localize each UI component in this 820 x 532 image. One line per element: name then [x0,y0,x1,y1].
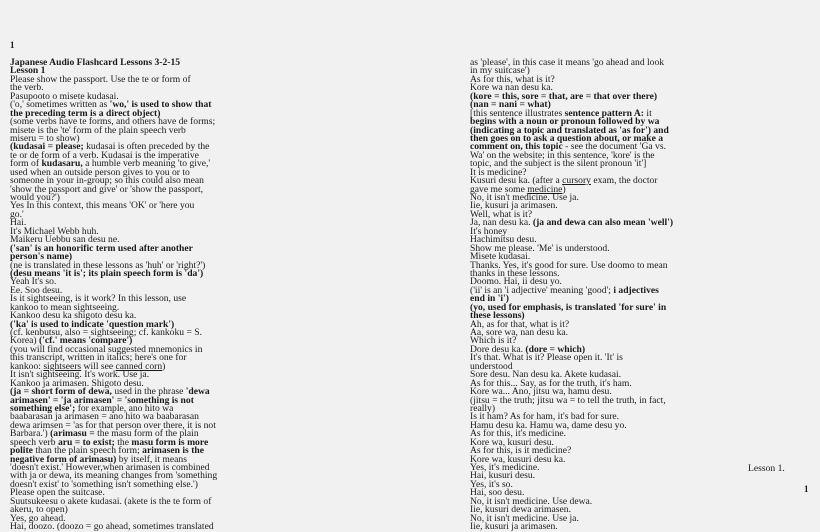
text-segment: (dore = which) [525,343,586,355]
text-segment: - see the document 'Ga vs. [562,141,666,153]
text-segment: (cf. kenbutsu, also = sightseeing; cf. kankoku = S. [10,327,203,338]
text-line [470,354,815,362]
text-segment: Well, what is it? [470,208,533,220]
text-segment: kudasaru, [41,158,83,170]
text-segment: 'show the passport and give' or 'show the passport, [10,183,204,195]
text-line [470,329,815,337]
text-line [470,284,815,296]
text-segment: with ja or dewa, its meaning changes from 'something [10,470,218,482]
text-segment: a humble verb meaning 'to give,' [82,158,211,170]
text-segment: (desu means 'it is'; its plain speech form is 'da') [10,267,204,279]
text-segment: person's name) [10,251,73,263]
text-segment: Yes, it's so. [470,478,513,490]
text-line [10,506,460,514]
text-segment: go.' [10,208,24,220]
text-segment: the [114,436,132,448]
text-segment: Ah, as for that, what is it? [470,318,570,330]
text-segment: Kore wa, kusuri desu. [470,436,554,448]
text-segment: sightseers [43,360,82,372]
text-segment: someone in your in-group; so this could also mean [10,175,204,187]
text-segment: Hai, doozo. (doozo = go ahead, sometimes translated [10,521,214,532]
text-segment: 'dewa [185,386,210,398]
text-segment: it [644,107,652,119]
text-segment: speech verb [10,436,58,448]
text-segment: Please open the suitcase. [10,487,105,499]
text-segment: Kankoo desu ka shigoto desu ka. [10,310,137,322]
text-segment: misete is the 'te' form of the plain speech verb [10,124,186,136]
text-line [470,523,815,531]
text-segment: would you?') [10,192,60,203]
text-segment: as 'please', in this case it means 'go ahead and look [470,57,665,68]
page-number-bottom: 1 [804,484,809,494]
text-segment: Suutsukeesu o akete kudasai. (akete is the te form of [10,495,212,507]
text-segment: the masu form of the plain [94,428,199,440]
text-segment: i adjectives [613,284,659,296]
text-segment: dewa arimsen = 'as for that person over there, it is not [10,419,216,431]
text-segment: begins with a noun or pronoun followed by wa [470,116,660,128]
text-segment: Iie, kusuri ja arimasen. [470,200,558,212]
text-segment: Thanks. Yes, it's good for sure. Use doomo to mean [470,259,668,271]
text-segment: ('cf.' means 'compare') [39,335,133,347]
text-segment: used when an outside person gives to you or to [10,166,190,178]
text-segment: cursory [562,175,591,187]
text-segment: (ja = short form of dewa, [10,386,112,398]
text-segment: Pasupooto o misete kudasai. [10,90,119,102]
text-segment: by itself, it means [116,453,187,465]
text-segment: It's Michael Webb huh. [10,225,99,237]
text-segment: Wa' on the website; in this sentence, 'kore' is the [470,149,655,161]
text-segment: Misete kudasai. [470,251,531,263]
text-line [470,219,815,227]
text-segment: arimasen is the [142,445,204,457]
text-line [10,59,460,67]
text-segment: 'doesn't exist.' However,when arimasen is combined [10,462,210,473]
text-segment: [this sentence illustrates [470,107,565,119]
text-segment: It's honey [470,225,508,237]
text-segment: (indicating a topic and translated as 'as for') and [470,124,669,136]
text-segment: It's that. What is it? Please open it. 'It' is [470,352,623,364]
text-segment: Kusuri desu ka. (after a [470,175,563,187]
text-segment: canned corn [115,360,163,372]
text-segment: No, it isn't medicine. Use dewa. [470,495,593,507]
text-segment: (nan = nani = what) [470,99,551,111]
text-segment: really) [470,402,496,414]
text-segment: Kore wa, kusuri desu ka. [470,453,566,465]
text-segment: Is it ham? As for ham, it's bad for sure. [470,411,620,423]
text-segment: Yes In this context, this means 'OK' or 'here you [10,200,195,212]
text-segment: sentence pattern A: [564,107,644,119]
text-segment: Iie, kusuri ja arimasen. [470,521,558,532]
text-segment: te or de form of a verb. Kudasai is the imperative [10,149,199,161]
text-segment: akeru, to open) [10,504,68,516]
text-line [10,202,460,210]
text-segment: Hachimitsu desu. [470,234,537,246]
text-line [10,73,460,85]
text-segment: Is it sightseeing, is it work? In this lesson, use [10,293,187,305]
text-segment: Barbara.') [10,428,51,440]
text-segment: aru = to exist; [57,436,115,448]
text-segment: Yeah It's so. [10,276,57,288]
left-column [10,59,460,532]
text-segment: 'wo,' is used to show that [109,99,212,111]
text-segment: ) [162,360,166,372]
text-segment: Sore desu. Nan desu ka. Akete kudasai. [470,369,622,381]
text-segment: polite [10,445,33,457]
text-segment: Yes, it's medicine. [470,462,540,473]
text-segment: Iie, kusuri dewa arimasen. [470,504,571,516]
page-number-top: 1 [10,40,15,50]
text-segment: Korea) [10,335,40,347]
text-segment: kankoo: [10,360,44,372]
text-segment: in my suitcase') [470,65,530,77]
text-line [10,267,460,279]
text-segment: this transcript, written in italics; here's one for [10,352,187,364]
text-segment: Dore desu ka. [470,343,526,355]
right-column [470,59,815,532]
text-segment: then goes on to ask a question about, or make a [470,132,664,144]
text-segment: ('o,' sometimes written as [10,99,110,111]
text-line [10,183,460,195]
text-segment: form of [10,158,42,170]
text-segment: gave me some [470,183,528,195]
text-segment: Doomo. Hai, ii desu yo. [470,276,562,288]
text-segment: Maikeru Uebbu san desu ne. [10,234,120,246]
text-segment: No, it isn't medicine. Use ja. [470,512,579,524]
text-segment: end in 'i') [470,293,509,305]
text-segment: the preceding term is a direct object) [10,107,161,119]
text-segment: comment on, this topic [470,141,563,153]
text-line [10,523,460,531]
text-segment: doesn't exist' to 'something isn't something else.') [10,478,198,490]
text-segment: Ja, nan desu ka. [470,217,533,229]
text-segment: masu form is more [131,436,209,448]
text-segment: Kankoo ja arimasen. Shigoto desu. [10,377,144,389]
text-segment: (you will find occasional suggested mnemonics in [10,343,203,355]
text-segment: (arimasu = [50,428,95,440]
text-segment: used in the phrase [111,386,186,398]
text-segment: (ja and dewa can also mean 'well') [532,217,674,229]
text-segment: It is medicine? [470,166,527,178]
text-segment: Kore wa... Ano, jitsu wa, hamu desu. [470,386,612,398]
text-segment: these lessons) [470,310,525,322]
text-segment: ) [562,183,566,195]
text-segment: Show me please. 'Me' is understood. [470,242,610,254]
text-line [10,242,460,254]
text-segment: something else'; [10,402,76,414]
text-segment: Aa, sore wa, nan desu ka. [470,327,569,338]
text-segment: As for this, it's medicine. [470,428,567,440]
footer-lesson-label: Lesson 1. [748,463,785,474]
text-segment: ('ii' is an 'i adjective' meaning 'good'; [470,284,614,296]
text-segment: baabarasan ja arimasen = ano hito wa baabarasan [10,411,199,423]
text-segment: arimasen' = 'ja arimasen' = 'something is not [10,394,194,406]
text-segment: (kudasai = please; [10,141,84,153]
text-segment: exam, the doctor [590,175,658,187]
text-segment: negative form of arimasu) [10,453,117,465]
text-segment: Please show the passport. Use the te or form of [10,73,191,85]
text-segment: Yes, go ahead. [10,512,66,524]
text-line [10,495,460,507]
text-segment: As for this, is it medicine? [470,445,572,457]
text-segment: ('ka' is used to indicate 'question mark') [10,318,175,330]
text-segment: (kore = this, sore = that, are = that over there) [470,90,658,102]
text-segment: (ne is translated in these lessons as 'huh' or 'right?') [10,259,206,271]
text-segment: topic, and the subject is the silent pronoun 'it'] [470,158,647,170]
text-segment: Lesson 1 [10,65,46,77]
text-segment: thanks in these lessons. [470,267,560,279]
text-segment: It isn't sightseeing. It's work. Use ja. [10,369,150,381]
text-segment: kudasai is often preceded by the [83,141,210,153]
text-segment: As for this, what is it? [470,73,555,85]
text-segment: the verb. [10,82,44,94]
text-segment: (yo, used for emphasis, is translated 'for sure' in [470,301,667,313]
text-segment: understood [470,360,513,372]
text-segment: than the plain speech form; [32,445,143,457]
text-segment: As for this... Say, as for the truth, it's ham. [470,377,632,389]
text-segment: Hai. [10,217,27,229]
text-segment: Ee. Soo desu. [10,284,63,296]
text-line [470,394,815,406]
text-segment: will see [81,360,116,372]
text-segment: Which is it? [470,335,517,347]
text-segment: medicine [527,183,563,195]
text-segment: kankoo to mean sightseeing. [10,301,120,313]
text-line [10,278,460,286]
text-segment: No, it isn't medicine. Use ja. [470,192,579,203]
text-segment: Hamu desu ka. Hamu wa, dame desu yo. [470,419,627,431]
text-segment: Hai, kusuri desu. [470,470,536,482]
text-segment: Kore wa nan desu ka. [470,82,553,94]
text-segment: ('san' is an honorific term used after another [10,242,193,254]
text-segment: Hai, soo desu. [470,487,525,499]
text-segment: (some verbs have te forms, and others have de forms; [10,116,216,128]
text-segment: (jitsu = the truth; jitsu wa = to tell the truth, in fact, [470,394,666,406]
text-line [10,208,460,220]
text-segment: Japanese Audio Flashcard Lessons 3-2-15 [10,57,181,68]
text-segment: miseru = to show) [10,132,80,144]
text-segment: for example, ano hito wa [75,402,174,414]
